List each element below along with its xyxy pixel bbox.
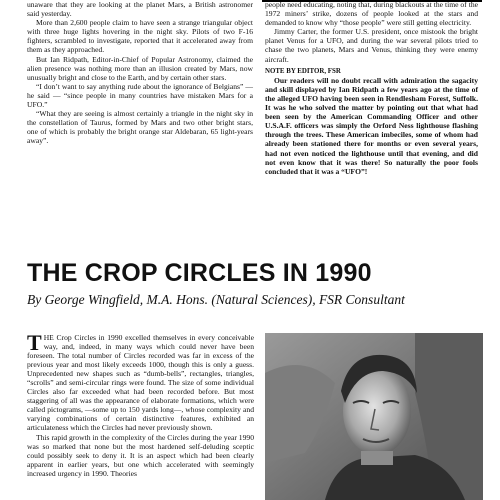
author-photo [265, 333, 483, 500]
lead-in: HE [43, 333, 54, 342]
top-right-column [265, 0, 478, 176]
article-byline: By George Wingfield, M.A. Hons. (Natural Sciences), FSR Consultant [27, 292, 405, 307]
paragraph-text: Crop Circles in 1990 excelled themselves in every conceivable way, and, indeed, in many ways which could never have been foreseen. The total number of Circles recorded was far in excess of the previous year and most likely exceeds 1000, though this is only a guess. Unprecedented new shapes such as “dumb-bells”, rectangles, triangles, “scrolls” and semi-circular rings were found. The size of some individual Circles also far exceeded what had been recorded before. But most staggering of all was the appearance of elaborate formations, which were called pictograms, —some up to 150 yards long—, whose complexity and varying combinations of certain distinctive features, exhibited an articulateness which the Circles had never previously shown. [27, 333, 254, 433]
article-title: THE CROP CIRCLES IN 1990 [27, 259, 372, 287]
top-left-column [27, 0, 253, 146]
note-heading: NOTE BY EDITOR, FSR [265, 67, 341, 75]
paragraph: But Ian Ridpath, Editor-in-Chief of Popular Astronomy, claimed the alien presence was nothing more than an illusion created by Mars, now unusually bright and close to the Earth, and by certain other stars. [27, 54, 253, 82]
article-body [27, 330, 254, 478]
paragraph: “What they are seeing is almost certainly a triangle in the night sky in the constellation of Taurus, formed by Mars and two other bright stars, one of which is probably the bright orange star Aldebaran, 65 light-years away”. [27, 109, 253, 146]
paragraph [27, 330, 254, 433]
paragraph: “I don’t want to say anything rude about the ignorance of Belgians” — he said — “since people in many countries have mistaken Mars for a UFO.” [27, 81, 253, 110]
paragraph: people need educating, noting that, during blackouts at the time of the 1972 miners’ strike, dozens of people looked at the stars and demanded to know why “those people” were still getting electricity. [265, 0, 478, 28]
drop-cap: T [27, 330, 42, 355]
paragraph: unaware that they are looking at the planet Mars, a British astronomer said yesterday. [27, 0, 253, 19]
paragraph: More than 2,600 people claim to have seen a strange triangular object with three huge lights hovering in the night sky. Pilots of two F-16 fighters, scrambled to investigate, reported that it accelerated away from them as they approached. [27, 18, 253, 55]
paragraph: Jimmy Carter, the former U.S. president, once mistook the bright planet Venus for a UFO, and during the war several pilots tried to chase the two planets, Mars and Venus, thinking they were enemy aircraft. [265, 27, 478, 64]
note-text: Our readers will no doubt recall with admiration the sagacity and skill displayed by Ian Ridpath a few years ago at the time of the alleged UFO having been seen in Rendlesham Forest, Suffolk. It was he who solved the matter by pointing out that what had been seen by the American Commanding Officer and other U.S.A.F. officers was simply the Orford Ness lighthouse flashing through the trees. These American imbeciles, some of whom had already been stationed there for months or even several years, had not even noticed the lighthouse until that evening, and did not even know that it was there! So naturally the poor fools concluded that it was a “UFO”! [265, 75, 478, 176]
editor-note [265, 76, 478, 176]
paragraph: This rapid growth in the complexity of the Circles during the year 1990 was so marked that none but the most hardened self-deluding sceptic could possibly seek to deny it. It is an aspect which had been clearly apparent in earlier years, but one which accelerated with seemingly increased urgency in 1990. Theories [27, 432, 254, 478]
